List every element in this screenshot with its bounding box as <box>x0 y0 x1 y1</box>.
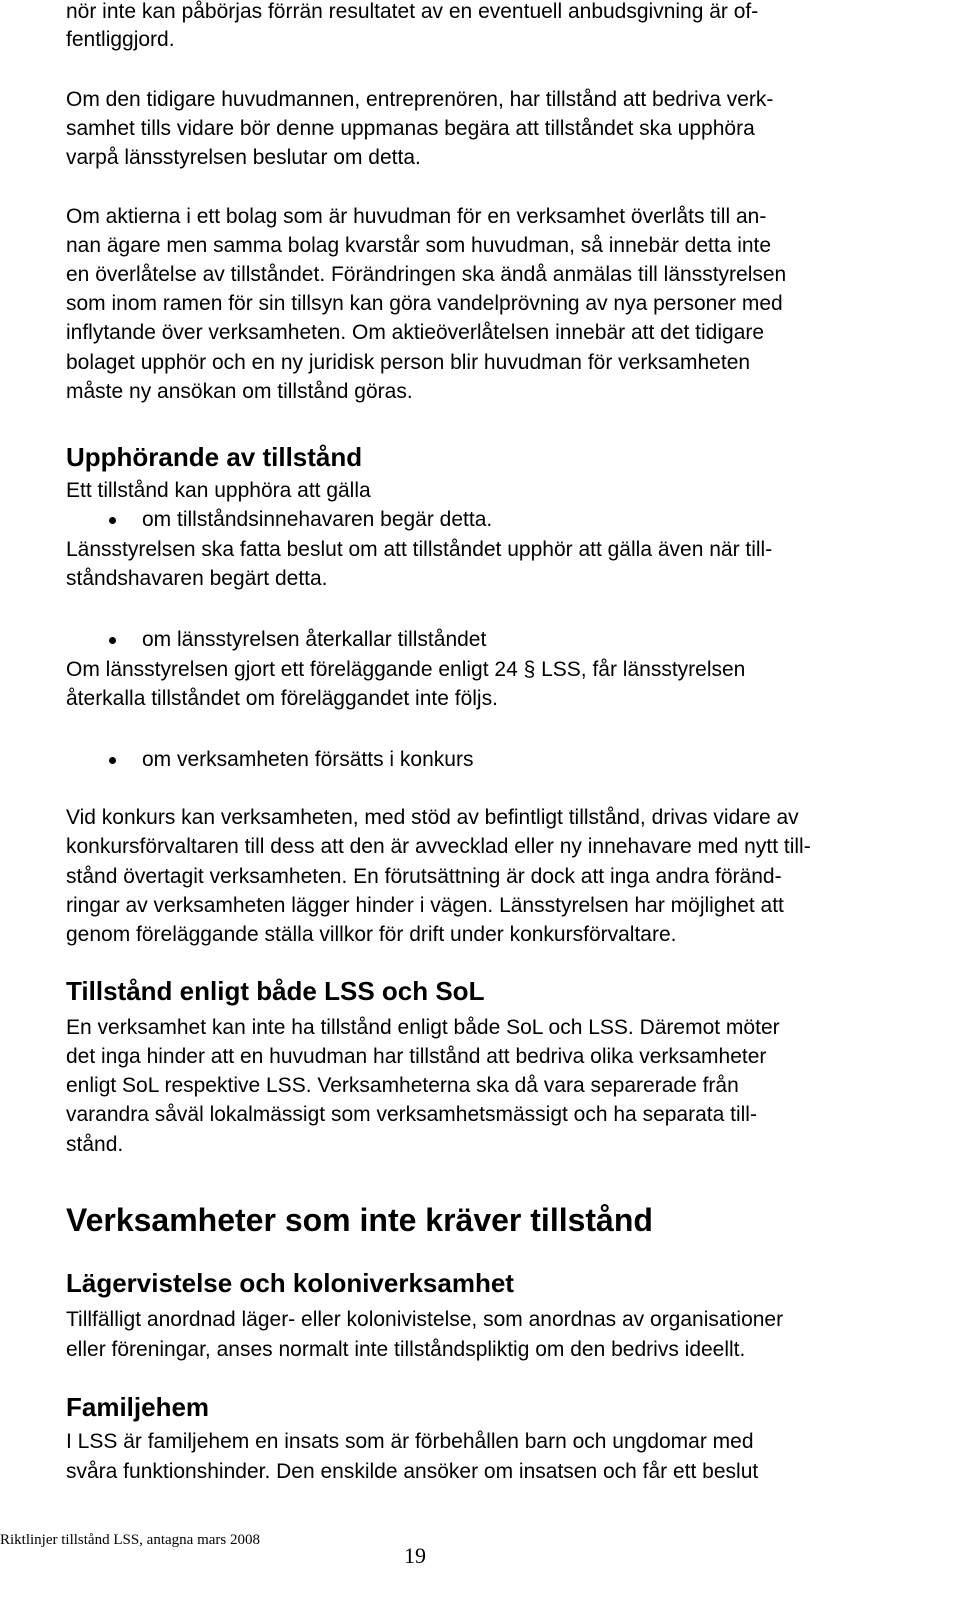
list-item-label: om länsstyrelsen återkallar tillståndet <box>142 628 487 651</box>
paragraph-line: bolaget upphör och en ny juridisk person blir huvudman för verksamheten <box>66 351 751 374</box>
paragraph-line: fentliggjord. <box>66 28 175 51</box>
section-heading: Lägervistelse och koloniverksamhet <box>66 1268 514 1298</box>
paragraph-line: Vid konkurs kan verksamheten, med stöd av befintligt tillstånd, drivas vidare av <box>66 806 799 829</box>
paragraph-line: eller föreningar, anses normalt inte tillståndspliktig om den bedrivs ideellt. <box>66 1338 746 1361</box>
paragraph-line: Om aktierna i ett bolag som är huvudman för en verksamhet överlåts till an- <box>66 205 767 228</box>
paragraph-line: samhet tills vidare bör denne uppmanas begära att tillståndet ska upphöra <box>66 117 755 140</box>
paragraph-line: En verksamhet kan inte ha tillstånd enligt både SoL och LSS. Däremot möter <box>66 1016 780 1039</box>
paragraph-line: Om länsstyrelsen gjort ett föreläggande enligt 24 § LSS, får länsstyrelsen <box>66 658 746 681</box>
section-heading: Familjehem <box>66 1392 210 1422</box>
paragraph-line: konkursförvaltaren till dess att den är avvecklad eller ny innehavare med nytt till- <box>66 835 811 858</box>
list-item-label: om verksamheten försätts i konkurs <box>142 748 474 771</box>
paragraph-line: en överlåtelse av tillståndet. Förändringen ska ändå anmälas till länsstyrelsen <box>66 263 787 286</box>
bullet-icon <box>109 637 116 644</box>
paragraph-line: det inga hinder att en huvudman har tillstånd att bedriva olika verksamheter <box>66 1045 767 1068</box>
paragraph-line: ringar av verksamheten lägger hinder i vägen. Länsstyrelsen har möjlighet att <box>66 894 784 917</box>
paragraph-line: stånd. <box>66 1133 124 1156</box>
paragraph-line: stånd övertagit verksamheten. En förutsättning är dock att inga andra föränd- <box>66 865 782 888</box>
paragraph-line: ståndshavaren begärt detta. <box>66 567 328 590</box>
list-item-label: om tillståndsinnehavaren begär detta. <box>142 508 493 531</box>
bullet-icon <box>109 517 116 524</box>
paragraph-line: genom föreläggande ställa villkor för drift under konkursförvaltare. <box>66 923 677 946</box>
paragraph-line: Länsstyrelsen ska fatta beslut om att tillståndet upphör att gälla även när till- <box>66 538 773 561</box>
section-heading: Tillstånd enligt både LSS och SoL <box>66 976 485 1006</box>
paragraph-line: Tillfälligt anordnad läger- eller kolonivistelse, som anordnas av organisationer <box>66 1308 784 1331</box>
chapter-heading: Verksamheter som inte kräver tillstånd <box>66 1202 653 1238</box>
paragraph-line: varandra såväl lokalmässigt som verksamhetsmässigt och ha separata till- <box>66 1103 757 1126</box>
paragraph-line: I LSS är familjehem en insats som är förbehållen barn och ungdomar med <box>66 1430 754 1453</box>
paragraph-line: Ett tillstånd kan upphöra att gälla <box>66 479 371 502</box>
paragraph-line: måste ny ansökan om tillstånd göras. <box>66 380 413 403</box>
section-heading: Upphörande av tillstånd <box>66 442 363 472</box>
paragraph-line: återkalla tillståndet om föreläggandet inte följs. <box>66 687 498 710</box>
paragraph-line: Om den tidigare huvudmannen, entreprenören, har tillstånd att bedriva verk- <box>66 88 774 111</box>
page-number: 19 <box>404 1543 426 1568</box>
footer-text: Riktlinjer tillstånd LSS, antagna mars 2008 <box>0 1532 260 1548</box>
paragraph-line: nör inte kan påbörjas förrän resultatet av en eventuell anbudsgivning är of- <box>66 0 759 23</box>
bullet-icon <box>109 757 116 764</box>
paragraph-line: som inom ramen för sin tillsyn kan göra vandelprövning av nya personer med <box>66 292 783 315</box>
paragraph-line: enligt SoL respektive LSS. Verksamheterna ska då vara separerade från <box>66 1074 739 1097</box>
paragraph-line: varpå länsstyrelsen beslutar om detta. <box>66 146 421 169</box>
paragraph-line: inflytande över verksamheten. Om aktieöverlåtelsen innebär att det tidigare <box>66 321 765 344</box>
paragraph-line: svåra funktionshinder. Den enskilde ansöker om insatsen och får ett beslut <box>66 1460 759 1483</box>
paragraph-line: nan ägare men samma bolag kvarstår som huvudman, så innebär detta inte <box>66 234 772 257</box>
